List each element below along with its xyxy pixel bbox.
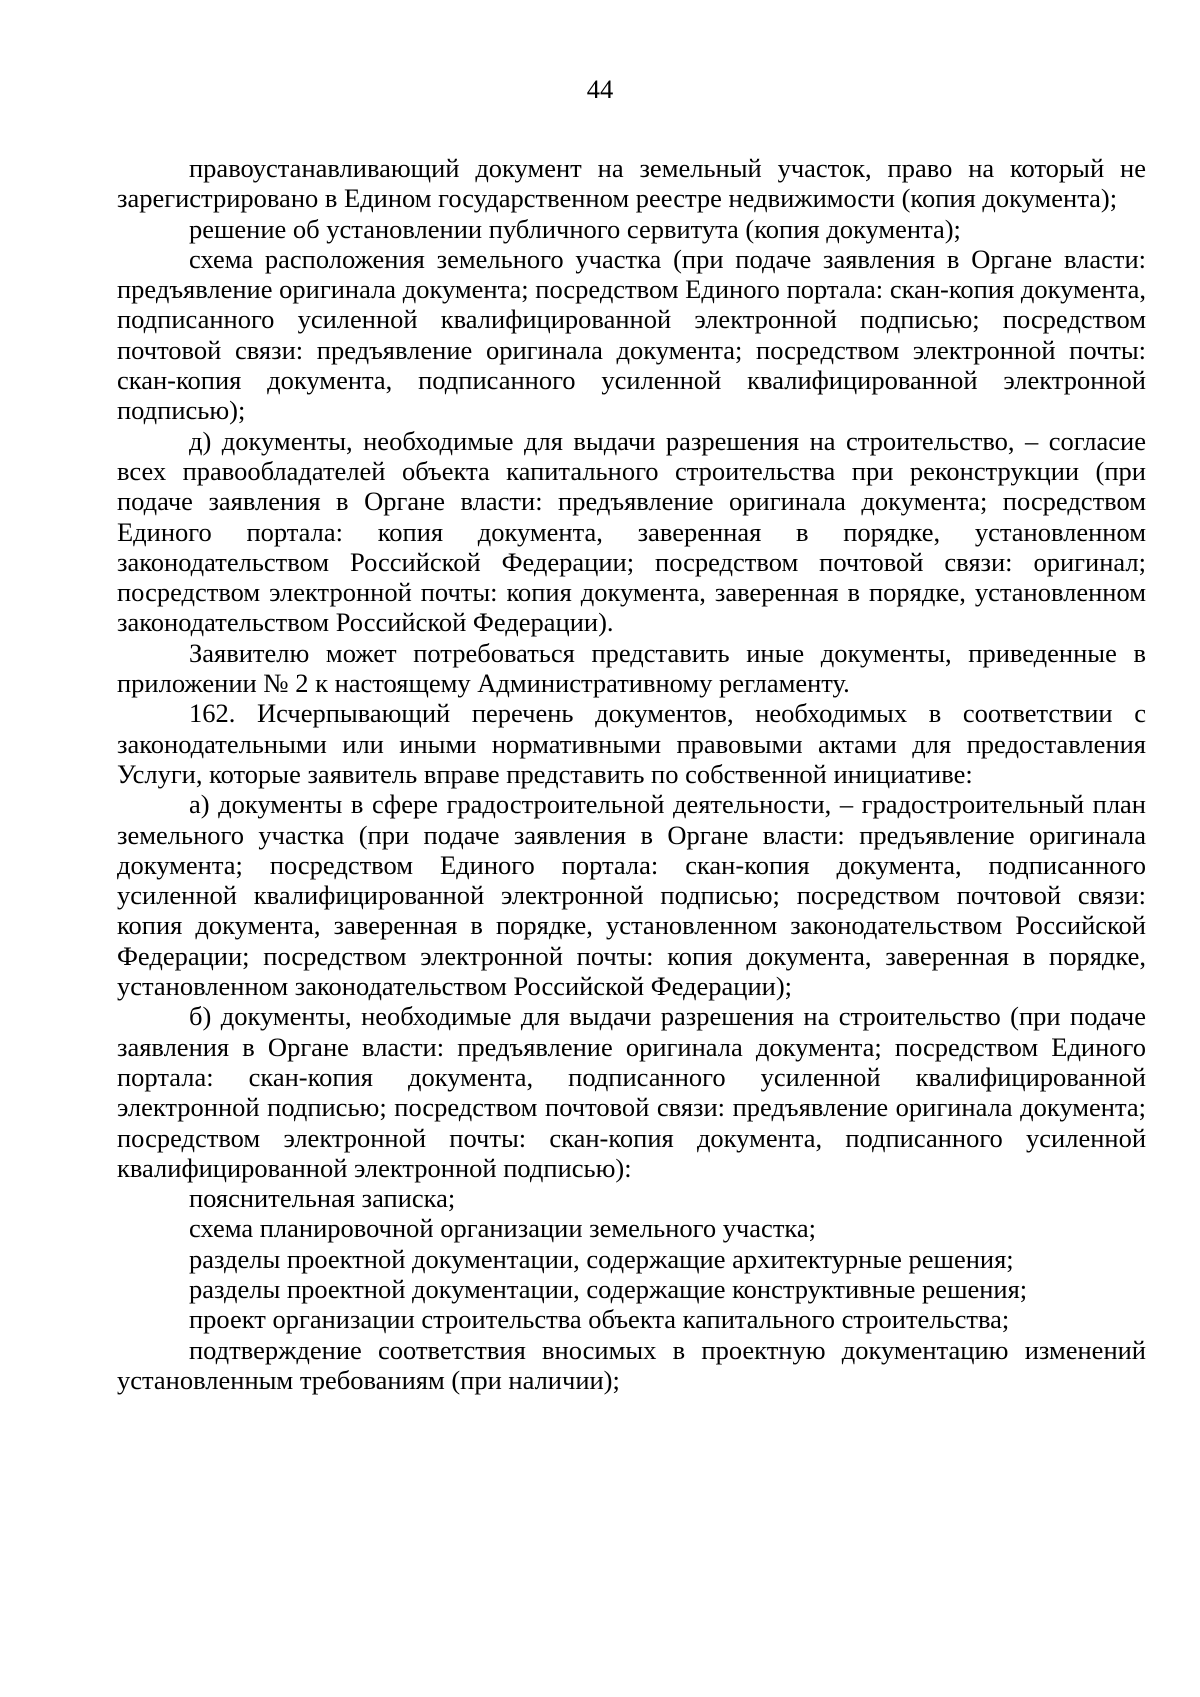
- list-item-structural-sections: разделы проектной документации, содержащие конструктивные решения;: [189, 1273, 1028, 1304]
- list-item-planning-scheme: схема планировочной организации земельного участка;: [189, 1213, 816, 1244]
- paragraph-other-documents: Заявителю может потребоваться представить иные документы, приведенные в приложении № 2 к настоящему Административному регламенту.: [117, 637, 1146, 699]
- paragraph-title-document: правоустанавливающий документ на земельный участок, право на который не зарегистрировано в Едином государственном реестре недвижимости (копия документа);: [117, 153, 1146, 214]
- paragraph-item-a: а) документы в сфере градостроительной деятельности, – градостроительный план земельного участка (при подаче заявления в Органе власти: предъявление оригинала документа; посредством Единого портала: скан-копия документа, подписанного усиленной квалифицированной электронной подписью; посредством почтовой связи: копия документа, заверенная в порядке, установленном законодательством Российской Федерации; посредством электронной почты: копия документа, заверенная в порядке, установленном законодательством Российской Федерации);: [117, 789, 1146, 1002]
- list-item-explanatory-note: пояснительная записка;: [189, 1183, 456, 1214]
- list-item-construction-project: проект организации строительства объекта капитального строительства;: [189, 1304, 1010, 1335]
- paragraph-land-plot-scheme: схема расположения земельного участка (при подаче заявления в Органе власти: предъявление оригинала документа; посредством Единого портала: скан-копия документа, подписанного усиленной квалифицированной электронной подписью; посредством почтовой связи: предъявление оригинала документа; посредством электронной почты: скан-копия документа, подписанного усиленной квалифицированной электронной подписью);: [117, 243, 1146, 426]
- paragraph-public-servitude: решение об установлении публичного сервитута (копия документа);: [189, 213, 961, 244]
- page-number: 44: [586, 74, 614, 104]
- document-body: [117, 153, 1146, 1395]
- paragraph-item-d: д) документы, необходимые для выдачи разрешения на строительство, – согласие всех правообладателей объекта капитального строительства при реконструкции (при подаче заявления в Органе власти: предъявление оригинала документа; посредством Единого портала: копия документа, заверенная в порядке, установленном законодательством Российской Федерации; посредством почтовой связи: оригинал; посредством электронной почты: копия документа, заверенная в порядке, установленном законодательством Российской Федерации).: [117, 425, 1146, 638]
- list-item-compliance-confirmation: подтверждение соответствия вносимых в проектную документацию изменений установленным требованиям (при наличии);: [117, 1334, 1146, 1395]
- list-item-architectural-sections: разделы проектной документации, содержащие архитектурные решения;: [189, 1243, 1014, 1274]
- paragraph-162: 162. Исчерпывающий перечень документов, необходимых в соответствии с законодательными или иными нормативными правовыми актами для предоставления Услуги, которые заявитель вправе представить по собственной инициативе:: [117, 698, 1146, 789]
- paragraph-item-b: б) документы, необходимые для выдачи разрешения на строительство (при подаче заявления в Органе власти: предъявление оригинала документа; посредством Единого портала: скан-копия документа, подписанного усиленной квалифицированной электронной подписью; посредством почтовой связи: предъявление оригинала документа; посредством электронной почты: скан-копия документа, подписанного усиленной квалифицированной электронной подписью):: [117, 1001, 1146, 1183]
